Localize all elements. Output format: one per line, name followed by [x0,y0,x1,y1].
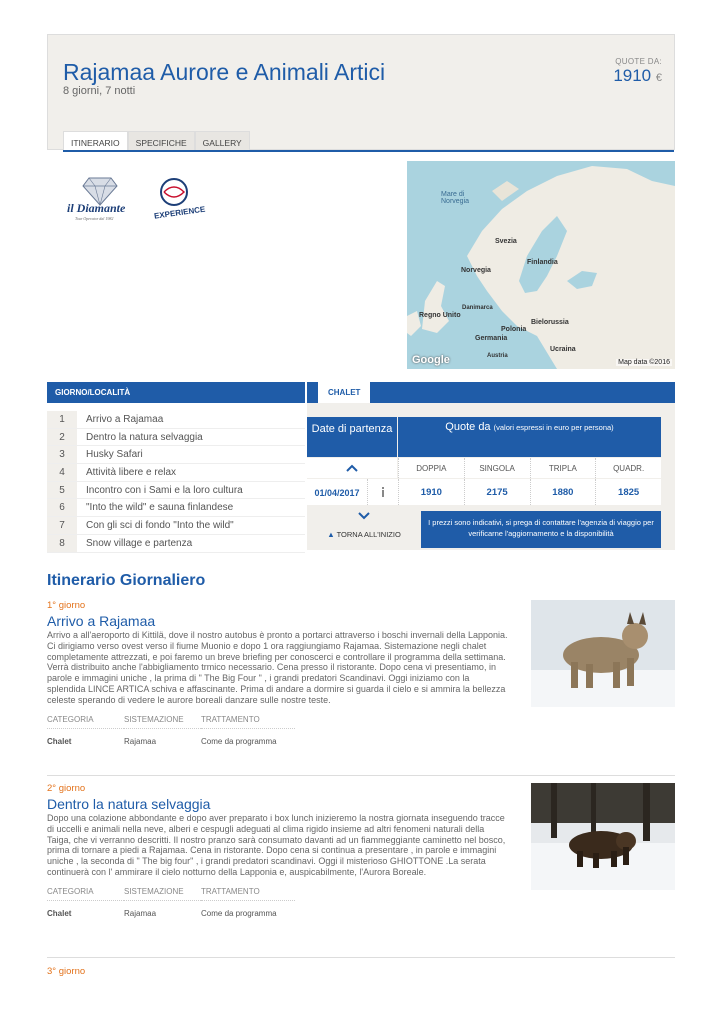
meta-header-sistemazione: SISTEMAZIONE [124,715,201,729]
location-name: "Into the wild" e sauna finlandese [86,502,234,514]
price-quadrupla: 1825 [595,479,661,505]
map-copyright: Map data ©2016 [618,359,670,366]
meta-trattamento: Come da programma [201,736,277,746]
day-details [47,715,295,746]
day-section [47,966,675,977]
day-label: 1° giorno [47,600,86,611]
experience-logo [152,176,206,222]
day-description: Arrivo a all'aeroporto di Kittilä, dove il nostro autobus è pronto a portarci attraverso i boschi invernali della Lapponia. Ci dirigiamo verso ovest verso il fiume Muonio e dopo 1 ora raggiungiamo Rajamaa. Sistemazione negli chalet completamente attrezzati, e poi faremo un breve briefing per conoscerci e controllare il programma della settimana. Verrà distribuito anche l'abbigliamento trmico necessario. Cena presso il ristorante. Dopo cena vi presentiamo, in parole e immagini uniche , la prima di " The Big Four " , i grandi predatori Scandinavi. Oggi iniziamo con la splendida LINCE ARTICA schiva e affascinante. Prima di andare a dormire si guarda il cielo e si ammira la bellezza celeste sperando di vedere le aurore boreali danzare sulle nostre teste. [47,630,508,705]
route-map[interactable] [407,161,675,369]
meta-categoria: Chalet [47,736,72,746]
location-row[interactable] [47,411,305,429]
location-name: Incontro con i Sami e la loro cultura [86,484,243,496]
info-icon[interactable] [367,479,398,505]
google-logo: Google [412,354,450,366]
price-tripla: 1880 [530,479,596,505]
quote-header-title: Quote da [445,421,491,433]
location-row[interactable] [47,482,305,500]
location-name: Snow village e partenza [86,537,193,549]
map-label-polonia: Polonia [501,326,527,333]
quote-header-note: (valori espressi in euro per persona) [493,423,614,432]
day-section [47,600,675,746]
location-name: Arrivo a Rajamaa [86,414,164,425]
location-row[interactable] [47,446,305,464]
map-label-finlandia: Finlandia [527,259,558,266]
map-label-regno-unito: Regno Unito [419,312,461,319]
day-details [47,887,295,918]
location-number: 1 [47,411,77,428]
quote-price-value: 1910 [613,66,652,85]
trip-header [47,34,675,150]
quote-price [613,66,662,86]
tab-specifiche[interactable]: SPECIFICHE [128,131,195,151]
location-number: 7 [47,517,77,534]
col-singola: SINGOLA [464,458,530,478]
lynx-photo [531,600,675,707]
location-number: 6 [47,499,77,516]
location-row[interactable] [47,535,305,553]
location-row[interactable] [47,517,305,535]
svg-text:il Diamante: il Diamante [67,201,126,215]
map-label-svezia: Svezia [495,238,517,245]
triangle-up-icon: ▲ [327,530,335,539]
map-label-sea: Mare di Norvegia [441,191,470,205]
location-name: Con gli sci di fondo "Into the wild" [86,520,234,532]
map-label-germania: Germania [475,335,508,342]
page-title: Rajamaa Aurore e Animali Artici [63,59,386,85]
location-name: Husky Safari [86,449,143,461]
room-type-headers [398,458,661,478]
col-quadrupla: QUADR. [595,458,661,478]
meta-header-trattamento: TRATTAMENTO [201,715,295,729]
back-to-top-label: TORNA ALL'INIZIO [336,530,401,539]
day-description: Dopo una colazione abbondante e dopo aver preparato i box lunch inizieremo la nostra giornata inseguendo tracce di uccelli e animali nella neve, alberi e cespugli adeguati al clima rigido insieme ad altri fenomeni naturali della Taiga, che vi verranno descritti. Il nostro pranzo sarà consumato davanti ad un fiammeggiante caminetto nel bosco, prima di tornare a piedi a Rajamaa. Cena in ristorante. Dopo cena si continua a presentare , in parole e immagini uniche , la seconda di " The big four" , i grandi predatori scandinavi. Oggi il misterioso GHIOTTONE .La serata continuerà con l' ammirare il cielo notturno della Lapponia e, auspicabilmente, l'Aurora Boreale. [47,813,506,877]
col-tripla: TRIPLA [530,458,596,478]
meta-sistemazione: Rajamaa [124,736,157,746]
location-row[interactable] [47,429,305,447]
locations-header: GIORNO/LOCALITÀ [47,382,305,403]
il-diamante-logo [65,175,135,223]
map-label-austria: Austria [487,353,508,359]
meta-categoria: Chalet [47,908,72,918]
svg-text:EXPERIENCE: EXPERIENCE [153,204,206,221]
day-title: Dentro la natura selvaggia [47,796,211,812]
meta-header-sistemazione: SISTEMAZIONE [124,887,201,901]
chevron-up-icon[interactable] [307,458,397,478]
meta-sistemazione: Rajamaa [124,908,157,918]
tab-itinerario[interactable]: ITINERARIO [63,131,128,151]
meta-header-categoria: CATEGORIA [47,887,124,901]
price-doppia: 1910 [398,479,464,505]
map-label-norvegia: Norvegia [461,267,491,274]
day-divider [47,775,675,776]
location-number: 4 [47,464,77,481]
meta-trattamento: Come da programma [201,908,277,918]
location-row[interactable] [47,464,305,482]
tab-gallery[interactable]: GALLERY [195,131,250,151]
day-title: Arrivo a Rajamaa [47,613,156,629]
departure-date: 01/04/2017 [314,488,360,498]
location-name: Attività libere e relax [86,467,177,479]
location-number: 2 [47,429,77,446]
departure-date-header: Date di partenza [307,417,397,457]
quote-header [398,417,661,457]
location-row[interactable] [47,499,305,517]
location-name: Dentro la natura selvaggia [86,431,203,443]
tab-underline [63,150,674,152]
tab-bar [63,131,250,151]
map-label-ucraina: Ucraina [550,346,576,353]
locations-list [47,411,305,553]
trip-duration: 8 giorni, 7 notti [63,85,136,97]
day-divider [47,957,675,958]
day-label: 2° giorno [47,783,86,794]
day-label: 3° giorno [47,966,86,977]
meta-header-categoria: CATEGORIA [47,715,124,729]
price-singola: 2175 [464,479,530,505]
svg-text:Tour Operator dal 1982: Tour Operator dal 1982 [75,216,114,221]
chevron-down-icon[interactable] [307,507,421,525]
tab-chalet[interactable]: CHALET [318,382,370,403]
location-number: 8 [47,535,77,552]
quote-label: QUOTE DA: [615,57,662,66]
meta-header-trattamento: TRATTAMENTO [201,887,295,901]
map-label-bielorussia: Bielorussia [531,319,569,326]
price-row [307,479,661,505]
location-number: 5 [47,482,77,499]
wolverine-photo [531,783,675,890]
col-doppia: DOPPIA [398,458,464,478]
back-to-top-link[interactable] [307,530,421,544]
itinerary-title: Itinerario Giornaliero [47,572,206,589]
price-disclaimer: I prezzi sono indicativi, si prega di contattare l'agenzia di viaggio per verificarne l'aggiornamento e la disponibilità [421,511,661,548]
location-number: 3 [47,446,77,463]
day-section [47,783,675,918]
currency-symbol: € [655,72,662,84]
map-label-danimarca: Danimarca [462,305,493,311]
